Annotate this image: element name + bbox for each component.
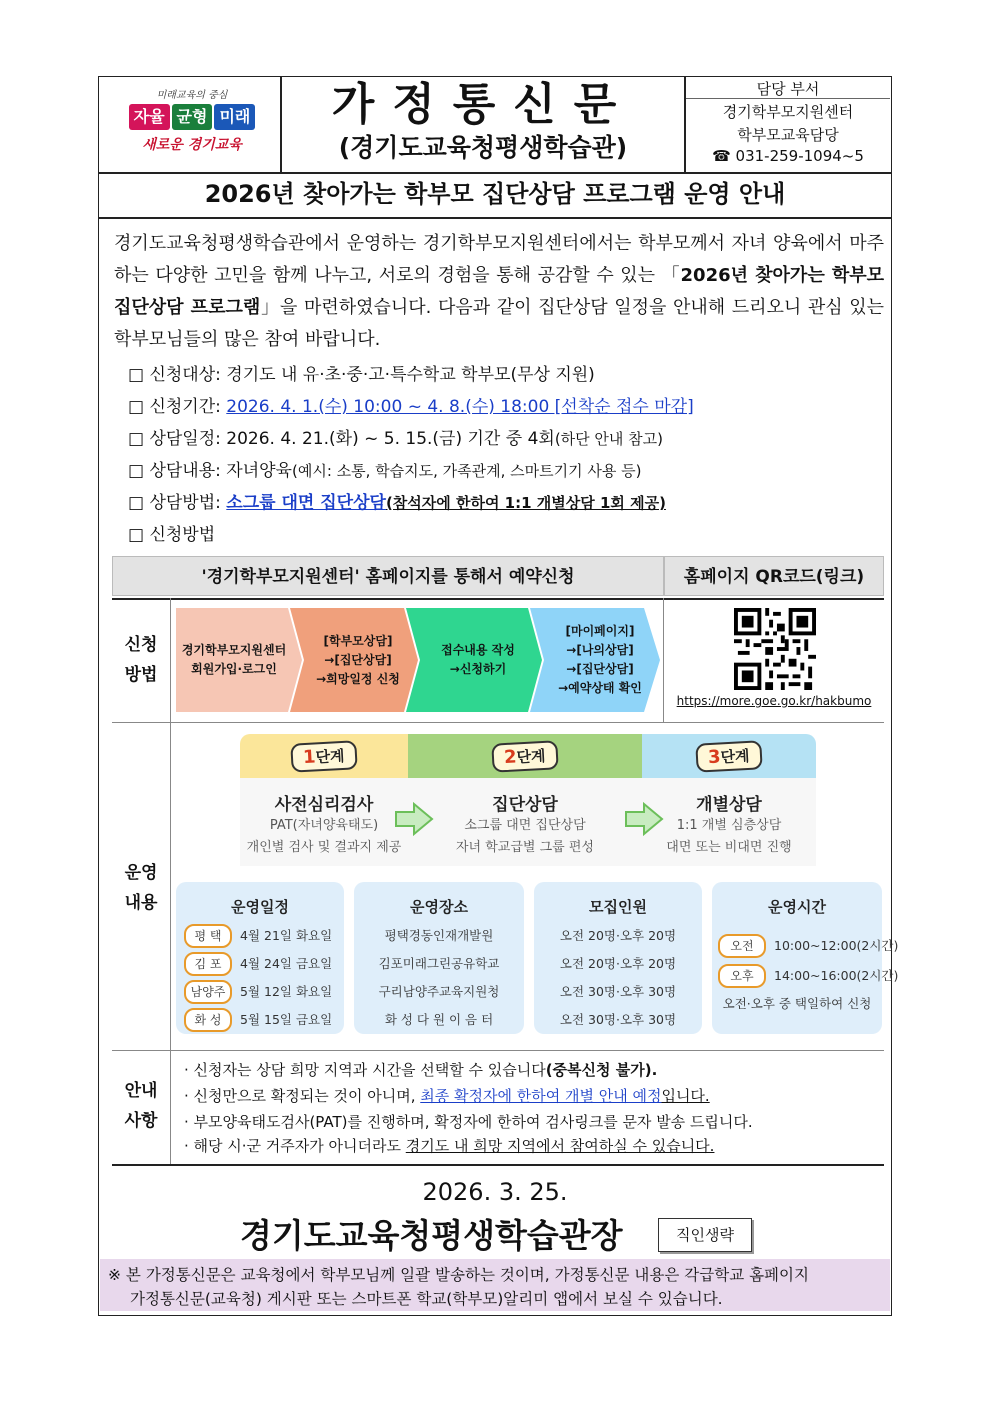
newsletter-subtitle: (경기도교육청평생학습관) bbox=[338, 133, 628, 162]
step-text: →예약상태 확인 bbox=[558, 681, 642, 695]
note-emphasis: 최종 확정자에 한하여 개별 안내 예정 bbox=[420, 1087, 662, 1105]
step-text: →[집단상담] bbox=[566, 662, 634, 676]
note-text: · 해당 시·군 거주자가 아니더라도 bbox=[184, 1137, 406, 1155]
footer-line: 가정통신문(교육청) 게시판 또는 스마트폰 학교(학부모)알리미 앱에서 보실 수 있습니다. bbox=[130, 1290, 723, 1308]
card-title: 운영일정 bbox=[231, 898, 289, 916]
row-label-apply bbox=[112, 630, 170, 690]
period-value: 2026. 4. 1.(수) 10:00 ~ 4. 8.(수) 18:00 [선착순 접수 마감] bbox=[226, 397, 694, 417]
item-text: □ 상담일정: 2026. 4. 21.(화) ~ 5. 15.(금) 기간 중 4회 bbox=[128, 429, 555, 449]
table-line bbox=[112, 598, 884, 600]
step-1 bbox=[180, 608, 288, 712]
qr-url-link[interactable]: https://more.goe.go.kr/hakbumo bbox=[676, 694, 872, 708]
venue-row: 화 성 다 원 이 음 터 bbox=[384, 1012, 494, 1027]
stage-line: 개인별 검사 및 결과지 제공 bbox=[246, 840, 402, 855]
stage-2-head bbox=[408, 734, 642, 778]
row-label-content bbox=[112, 858, 170, 918]
hours-time: 10:00~12:00(2시간) bbox=[774, 938, 899, 953]
arrow-right-icon bbox=[394, 802, 434, 836]
table-line bbox=[112, 722, 884, 723]
region-pill: 김 포 bbox=[184, 952, 232, 976]
row-label-notes bbox=[112, 1076, 170, 1136]
step-text: 경기학부모지원센터 bbox=[181, 643, 287, 657]
stage-badge: 1단계 bbox=[291, 740, 358, 772]
stage-1-head bbox=[240, 734, 408, 778]
intro-text: 경기도교육청평생학습관에서 운영하는 경기학부모지원센터에서는 학부모께서 자녀 양육에서 마주하는 다양한 고민을 함께 나누고, 서로의 경험을 통해 공감할 수 있는 「 bbox=[114, 233, 884, 286]
stage-name: 개별상담 bbox=[696, 795, 762, 815]
logo-subtitle: 새로운 경기교육 bbox=[142, 137, 242, 153]
note-text: · 신청만으로 확정되는 것이 아니며, bbox=[184, 1087, 421, 1105]
step-text: →희망일정 신청 bbox=[316, 671, 400, 686]
schedule-row bbox=[184, 924, 332, 948]
card-title: 운영시간 bbox=[768, 898, 826, 916]
time-pill: 오전 bbox=[718, 934, 766, 958]
capacity-row: 오전 20명·오후 20명 bbox=[559, 928, 677, 943]
item-note: (예시: 소통, 학습지도, 가족관계, 스마트기기 사용 등) bbox=[291, 462, 642, 480]
card-hours bbox=[712, 882, 899, 1034]
issue-date: 2026. 3. 25. bbox=[422, 1178, 568, 1206]
row-label-line: 방법 bbox=[124, 665, 158, 685]
hours-row bbox=[718, 964, 898, 988]
region-pill: 화 성 bbox=[184, 1008, 232, 1032]
item-label: □ 신청기간: bbox=[128, 397, 227, 417]
schedule-date: 4월 24일 금요일 bbox=[240, 956, 333, 971]
schedule-row bbox=[184, 1008, 332, 1032]
schedule-date: 4월 21일 화요일 bbox=[240, 928, 333, 943]
intro-paragraph bbox=[114, 228, 884, 356]
dept-phone: ☎ 031-259-1094~5 bbox=[712, 147, 864, 165]
table-header-qr: 홈페이지 QR코드(링크) bbox=[664, 556, 884, 596]
step-text: [학부모상담] bbox=[323, 633, 393, 648]
row-label-line: 운영 bbox=[124, 863, 158, 883]
item-apply: □ 신청방법 bbox=[128, 525, 216, 545]
stage-name: 사전심리검사 bbox=[274, 795, 374, 815]
step-text: →[나의상담] bbox=[566, 643, 634, 657]
stage-line: 자녀 학교급별 그룹 편성 bbox=[456, 840, 594, 855]
item-note: (하단 안내 참고) bbox=[554, 430, 664, 448]
step-text: 회원가입·로그인 bbox=[191, 662, 277, 676]
logo-word: 균형 bbox=[172, 104, 213, 130]
stage-line: 1:1 개별 심층상담 bbox=[676, 818, 782, 833]
schedule-row bbox=[184, 980, 332, 1004]
item-content bbox=[128, 458, 641, 484]
stage-1-body bbox=[240, 778, 408, 866]
step-text: →신청하기 bbox=[449, 662, 507, 676]
note-3: · 부모양육태도검사(PAT)를 진행하며, 확정자에 한하여 검사링크를 문자 발송 드립니다. bbox=[184, 1113, 753, 1131]
seal-omitted-stamp: 직인생략 bbox=[658, 1218, 752, 1252]
stage-2-body bbox=[408, 778, 642, 866]
step-text: [마이페이지] bbox=[565, 624, 635, 638]
item-text: □ 상담내용: 자녀양육 bbox=[128, 461, 292, 481]
step-text: 접수내용 작성 bbox=[441, 643, 515, 657]
step-3 bbox=[420, 608, 536, 712]
step-2 bbox=[304, 608, 412, 712]
title-divider bbox=[98, 217, 892, 219]
row-label-line: 신청 bbox=[124, 635, 158, 655]
schedule-date: 5월 12일 화요일 bbox=[240, 984, 333, 999]
venue-row: 구리남양주교육지원청 bbox=[378, 984, 500, 999]
card-schedule bbox=[176, 882, 344, 1034]
method-value: 소그룹 대면 집단상담 bbox=[226, 493, 386, 513]
item-note: (참석자에 한하여 1:1 개별상담 1회 제공) bbox=[385, 494, 666, 512]
stage-line: 소그룹 대면 집단상담 bbox=[464, 818, 586, 833]
stage-line: 대면 또는 비대면 진행 bbox=[666, 840, 792, 855]
note-emphasis: 경기도 내 희망 지역에서 참여하실 수 있습니다. bbox=[405, 1137, 715, 1155]
card-title: 모집인원 bbox=[589, 898, 647, 916]
item-label: □ 상담방법: bbox=[128, 493, 227, 513]
item-target: □ 신청대상: 경기도 내 유·초·중·고·특수학교 학부모(무상 지원) bbox=[128, 365, 595, 385]
row-label-line: 안내 bbox=[124, 1081, 158, 1101]
time-pill: 오후 bbox=[718, 964, 766, 988]
card-venues bbox=[354, 882, 524, 1034]
logo bbox=[112, 104, 272, 130]
dept-center: 경기학부모지원센터 bbox=[722, 103, 854, 121]
item-period bbox=[128, 394, 694, 420]
item-method bbox=[128, 490, 666, 516]
row-label-line: 사항 bbox=[124, 1111, 158, 1131]
schedule-date: 5월 15일 금요일 bbox=[240, 1012, 333, 1027]
hours-note: 오전·오후 중 택일하여 신청 bbox=[722, 996, 872, 1011]
signer-name: 경기도교육청평생학습관장 bbox=[240, 1216, 623, 1255]
stage-badge: 2단계 bbox=[492, 740, 559, 772]
arrow-right-icon bbox=[624, 802, 664, 836]
dept-label: 담당 부서 bbox=[756, 80, 820, 98]
region-pill: 평 택 bbox=[184, 924, 232, 948]
note-2 bbox=[184, 1084, 884, 1108]
intro-program-name: 2026년 찾아가는 학부모 집단상담 프로그램 bbox=[114, 265, 884, 318]
stage-badge: 3단계 bbox=[696, 740, 763, 772]
venue-row: 평택경동인재개발원 bbox=[384, 928, 494, 943]
schedule-row bbox=[184, 952, 332, 976]
card-capacity bbox=[534, 882, 702, 1034]
row-label-line: 내용 bbox=[124, 893, 158, 913]
note-4 bbox=[184, 1134, 884, 1158]
region-pill: 남양주 bbox=[184, 980, 232, 1004]
stage-name: 집단상담 bbox=[492, 795, 558, 815]
hours-time: 14:00~16:00(2시간) bbox=[774, 968, 899, 983]
step-4 bbox=[544, 608, 656, 712]
venue-row: 김포미래그린공유학교 bbox=[378, 956, 500, 971]
newsletter-title: 가정통신문 bbox=[331, 79, 635, 130]
card-title: 운영장소 bbox=[410, 898, 468, 916]
step-text: →[집단상담] bbox=[324, 652, 392, 667]
note-text: · 신청자는 상담 희망 지역과 시간을 선택할 수 있습니다 bbox=[184, 1061, 546, 1079]
note-text: 입니다. bbox=[661, 1087, 710, 1105]
stage-line: PAT(자녀양육태도) bbox=[269, 818, 379, 833]
dept-team: 학부모교육담당 bbox=[737, 126, 839, 144]
note-emphasis: (중복신청 불가). bbox=[545, 1061, 658, 1079]
footer-notice bbox=[100, 1259, 890, 1311]
table-line bbox=[112, 1164, 884, 1166]
intro-text: 」을 마련하였습니다. 다음과 같이 집단상담 일정을 안내해 드리오니 관심 있는 학부모님들의 많은 참여 바랍니다. bbox=[114, 297, 884, 350]
document-title: 2026년 찾아가는 학부모 집단상담 프로그램 운영 안내 bbox=[204, 180, 786, 208]
capacity-row: 오전 20명·오후 20명 bbox=[559, 956, 677, 971]
hours-row bbox=[718, 934, 898, 958]
stage-3-head bbox=[642, 734, 816, 778]
table-line bbox=[170, 598, 171, 1164]
item-schedule bbox=[128, 426, 663, 452]
table-line bbox=[112, 1050, 884, 1051]
logo-word: 자율 bbox=[129, 104, 170, 130]
table-header-apply: '경기학부모지원센터' 홈페이지를 통해서 예약신청 bbox=[112, 556, 664, 596]
stage-3-body bbox=[642, 778, 816, 866]
footer-line: ※ 본 가정통신문은 교육청에서 학부모님께 일괄 발송하는 것이며, 가정통신문 내용은 각급학교 홈페이지 bbox=[108, 1266, 809, 1284]
qr-code[interactable] bbox=[734, 608, 816, 690]
logo-slogan: 미래교육의 중심 bbox=[156, 90, 228, 101]
note-1 bbox=[184, 1058, 884, 1082]
logo-word: 미래 bbox=[214, 104, 255, 130]
capacity-row: 오전 30명·오후 30명 bbox=[559, 984, 677, 999]
capacity-row: 오전 30명·오후 30명 bbox=[559, 1012, 677, 1027]
